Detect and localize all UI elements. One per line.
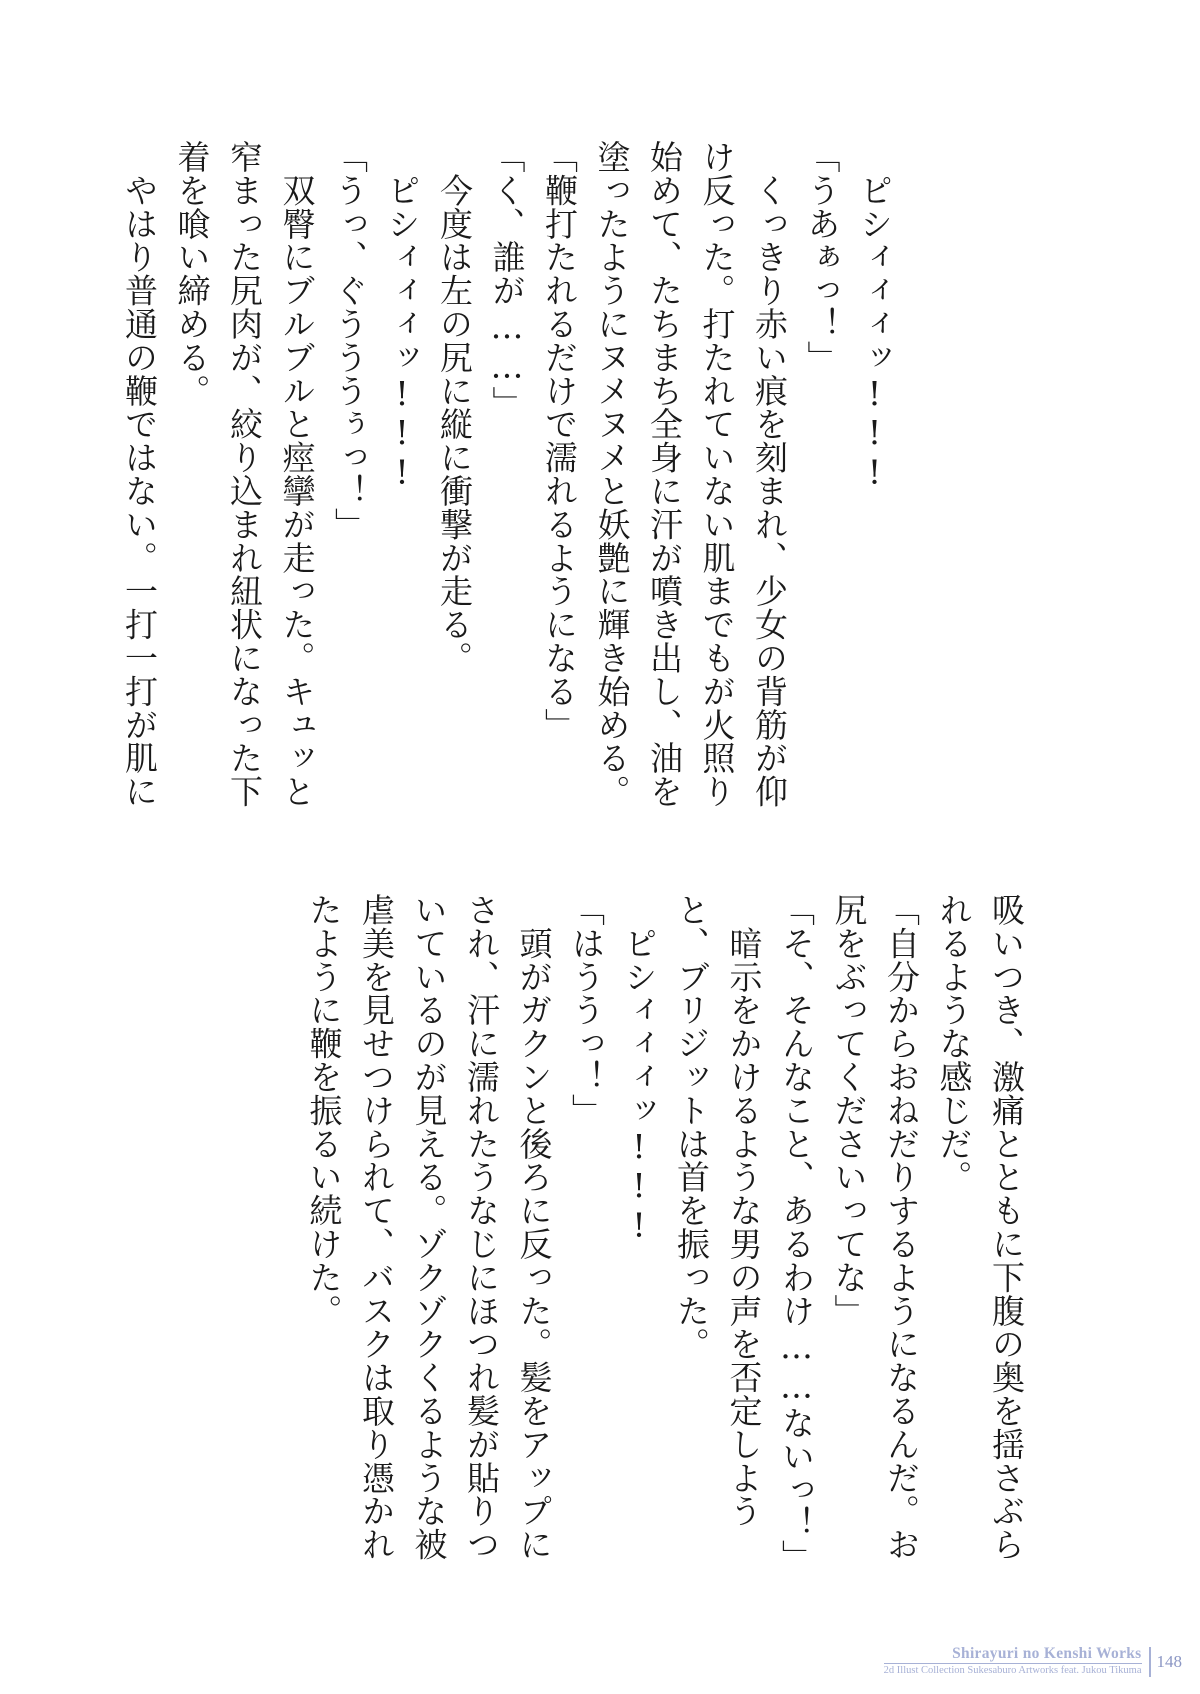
text-line: 吸いつき、激痛とともに下腹の奥を揺さぶら (987, 893, 1026, 1561)
text-line: 今度は左の尻に縦に衝撃が走る。 (435, 140, 474, 675)
text-line: され、汗に濡れたうなじにほつれ髪が貼りつ (462, 893, 501, 1561)
text-line: 暗示をかけるような男の声を否定しよう (724, 893, 764, 1528)
text-line: 「はううっ！」 (567, 893, 606, 1127)
text-line: 虐美を見せつけられて、バスクは取り憑かれ (357, 893, 396, 1561)
text-line: やはり普通の鞭ではない。一打一打が肌に (120, 140, 159, 808)
text-line: ピシィィィッ!!! (855, 140, 894, 492)
text-line: 「うっ、ぐうううぅっ！」 (330, 140, 369, 541)
text-line: 着を喰い締める。 (172, 140, 212, 408)
text-line: 頭がガクンと後ろに反った。髪をアップに (514, 893, 554, 1561)
text-line: いているのが見える。ゾクゾクくるような被 (409, 893, 449, 1561)
text-line: ピシィィィッ!!! (619, 893, 659, 1245)
text-line: け反った。打たれていない肌までもが火照り (697, 140, 737, 808)
upper-text-block (113, 140, 901, 808)
text-line: たように鞭を振るい続けた。 (304, 893, 344, 1328)
page-number: 148 (1156, 1652, 1182, 1671)
text-line: 「く、誰が……」 (487, 140, 527, 420)
footer-book-title: Shirayuri no Kenshi Works (884, 1645, 1142, 1664)
footer-titles (884, 1645, 1149, 1677)
page-footer (884, 1645, 1182, 1677)
footer-divider (1149, 1647, 1151, 1677)
text-line: 始めて、たちまち全身に汗が噴き出し、油を (645, 140, 684, 808)
text-line: 尻をぶってくださいってな」 (829, 893, 869, 1328)
text-line: くっきり赤い痕を刻まれ、少女の背筋が仰 (750, 140, 789, 808)
text-line: 「自分からおねだりするようになるんだ。お (882, 893, 921, 1561)
text-line: 「そ、そんなこと、あるわけ……ないっ！」 (777, 893, 816, 1573)
lower-text-block (297, 893, 1032, 1573)
text-line: 窄まった尻肉が、絞り込まれ紐状になった下 (225, 140, 264, 808)
text-line: 「うあぁっ！」 (802, 140, 842, 374)
text-line: 「鞭打たれるだけで濡れるようになる」 (540, 140, 579, 742)
footer-book-subtitle: 2d Illust Collection Sukesaburo Artworks feat. Jukou Tikuma (883, 1665, 1142, 1676)
text-line: 双臀にブルブルと痙攣が走った。キュッと (277, 140, 317, 808)
text-line: と、ブリジットは首を振った。 (672, 893, 711, 1361)
text-line: 塗ったようにヌメヌメと妖艶に輝き始める。 (592, 140, 632, 808)
text-line: れるような感じだ。 (934, 893, 974, 1194)
text-line: ピシィィィッ!!! (382, 140, 422, 492)
